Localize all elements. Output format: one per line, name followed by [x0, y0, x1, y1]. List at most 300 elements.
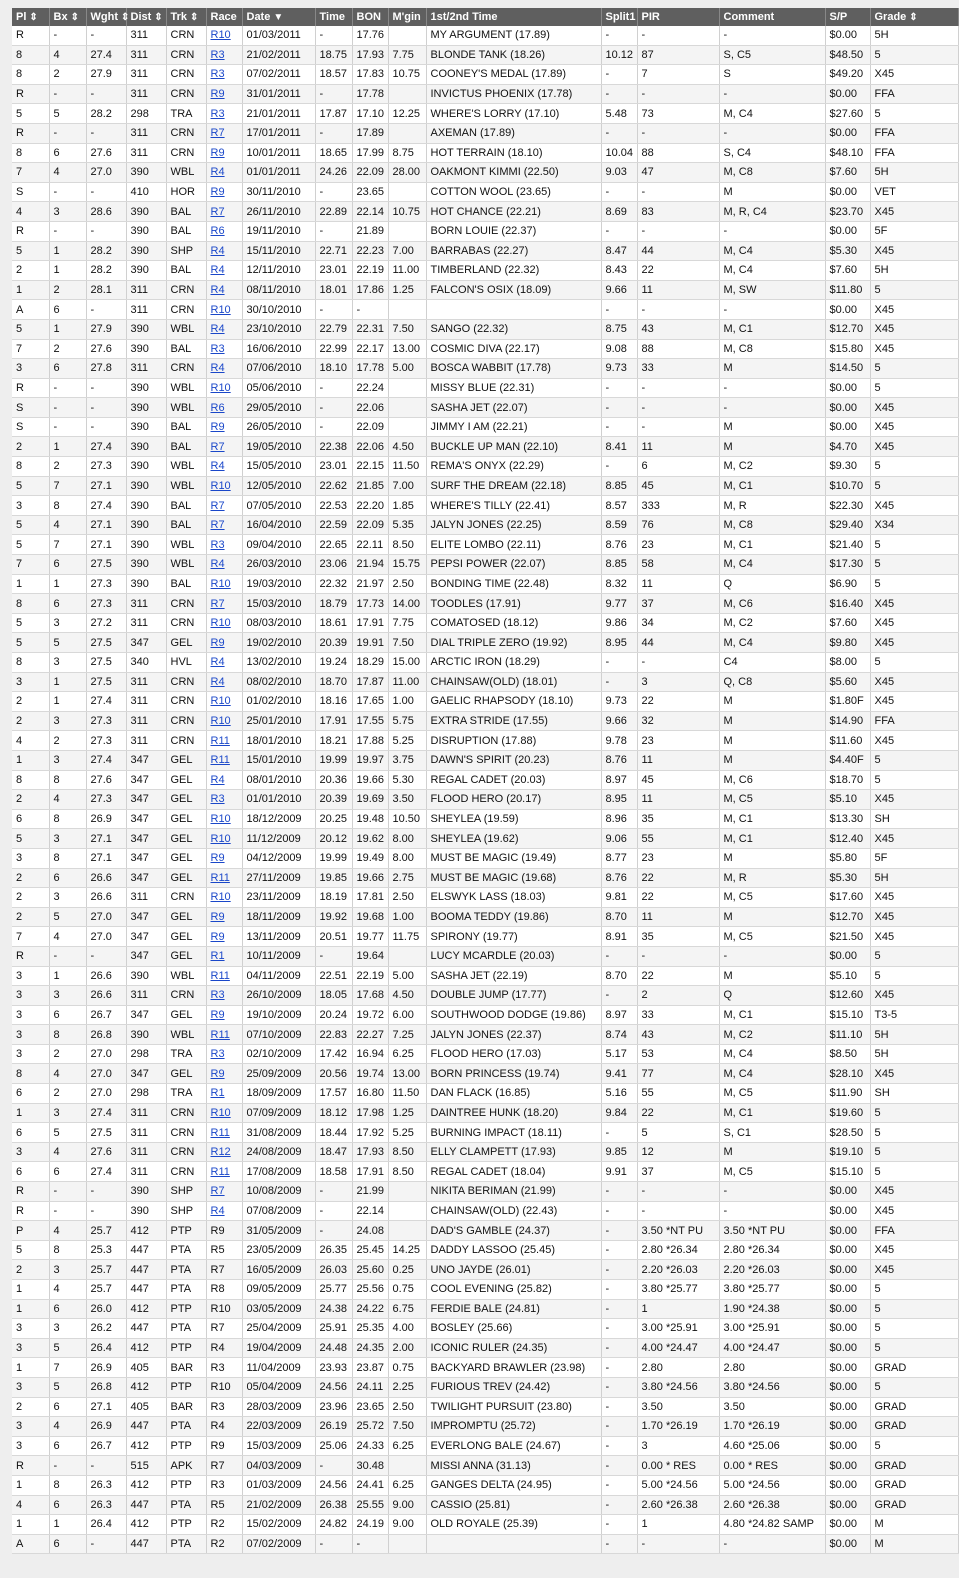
cell-grade: X45: [870, 731, 958, 751]
race-link[interactable]: R10: [210, 479, 231, 492]
cell-dist: 390: [126, 339, 166, 359]
cell-date: 23/11/2009: [242, 888, 315, 908]
cell-race: [206, 848, 242, 868]
cell-race: [206, 1044, 242, 1064]
cell-wght: -: [86, 378, 126, 398]
race-link[interactable]: R3: [210, 68, 225, 81]
cell-mgin: 8.50: [388, 1162, 426, 1182]
race-link[interactable]: R4: [210, 558, 225, 571]
cell-pir: 55: [637, 1084, 719, 1104]
cell-wght: -: [86, 182, 126, 202]
cell-split1: 9.78: [601, 731, 637, 751]
cell-mgin: 5.00: [388, 359, 426, 379]
cell-pl: 3: [12, 1319, 49, 1339]
column-header-dist[interactable]: [126, 8, 166, 26]
cell-dist: 390: [126, 1025, 166, 1045]
cell-bx: 6: [49, 143, 86, 163]
cell-pir: 1.70 *26.19: [637, 1417, 719, 1437]
cell-bx: 5: [49, 907, 86, 927]
column-header-wght[interactable]: [86, 8, 130, 26]
cell-date: 22/03/2009: [242, 1417, 315, 1437]
cell-mgin: [388, 398, 426, 418]
race-link[interactable]: R11: [210, 734, 230, 747]
race-link[interactable]: R11: [210, 871, 230, 884]
cell-split1: 8.96: [601, 809, 637, 829]
cell-pir: -: [637, 1534, 719, 1554]
race-link[interactable]: R9: [210, 852, 225, 865]
race-link[interactable]: R3: [210, 107, 225, 120]
race-link[interactable]: R11: [210, 1028, 230, 1041]
cell-grade: 5H: [870, 26, 958, 45]
cell-comment: M, C4: [719, 555, 825, 575]
cell-grade: X45: [870, 1201, 958, 1221]
cell-comment: S, C4: [719, 143, 825, 163]
cell-pl: P: [12, 1221, 49, 1241]
cell-first-second: GAELIC RHAPSODY (18.10): [426, 692, 601, 712]
cell-split1: 8.95: [601, 790, 637, 810]
cell-date: 03/05/2009: [242, 1299, 315, 1319]
cell-wght: 26.9: [86, 1417, 126, 1437]
sort-toggle-icon: ⇕: [29, 12, 38, 23]
cell-pir: 22: [637, 868, 719, 888]
race-link[interactable]: R6: [210, 225, 225, 238]
cell-split1: 9.66: [601, 280, 637, 300]
race-link[interactable]: R9: [210, 930, 225, 943]
race-link[interactable]: R9: [210, 88, 225, 101]
cell-date: 18/01/2010: [242, 731, 315, 751]
cell-wght: 26.3: [86, 1475, 126, 1495]
table-row: [12, 1084, 958, 1104]
cell-race: [206, 476, 242, 496]
table-row: [12, 398, 958, 418]
cell-split1: -: [601, 1319, 637, 1339]
cell-pl: 5: [12, 535, 49, 555]
cell-bx: -: [49, 378, 86, 398]
race-link[interactable]: R7: [210, 205, 225, 218]
cell-wght: 28.2: [86, 104, 126, 124]
cell-dist: 515: [126, 1456, 166, 1476]
cell-comment: -: [719, 84, 825, 104]
cell-trk: BAL: [166, 202, 206, 222]
table-row: [12, 45, 958, 65]
cell-sp: $1.80F: [825, 692, 870, 712]
race-link[interactable]: R4: [210, 773, 225, 786]
table-row: [12, 868, 958, 888]
race-link[interactable]: R7: [210, 440, 225, 453]
column-header-pir[interactable]: [637, 8, 719, 26]
cell-comment: 3.80 *24.56: [719, 1377, 825, 1397]
cell-grade: X45: [870, 613, 958, 633]
table-row: [12, 1201, 958, 1221]
race-link[interactable]: R3: [210, 48, 225, 61]
table-row: [12, 417, 958, 437]
cell-race: [206, 417, 242, 437]
column-header-label: Split1: [605, 11, 636, 23]
cell-pl: 1: [12, 1103, 49, 1123]
cell-pl: 1: [12, 1299, 49, 1319]
cell-first-second: MY ARGUMENT (17.89): [426, 26, 601, 45]
cell-mgin: 2.75: [388, 868, 426, 888]
cell-trk: CRN: [166, 300, 206, 320]
cell-race: [206, 731, 242, 751]
cell-pir: 55: [637, 829, 719, 849]
cell-split1: -: [601, 123, 637, 143]
cell-split1: 5.16: [601, 1084, 637, 1104]
race-link[interactable]: R4: [210, 244, 225, 257]
race-link[interactable]: R7: [210, 519, 225, 532]
cell-race: [206, 339, 242, 359]
cell-wght: 27.3: [86, 574, 126, 594]
cell-comment: S, C1: [719, 1123, 825, 1143]
cell-bon: -: [352, 1534, 388, 1554]
cell-grade: X45: [870, 1064, 958, 1084]
cell-mgin: 5.75: [388, 711, 426, 731]
cell-pl: 5: [12, 1240, 49, 1260]
cell-time: 18.01: [315, 280, 352, 300]
cell-sp: $18.70: [825, 770, 870, 790]
race-link[interactable]: R9: [210, 146, 225, 159]
cell-comment: M: [719, 417, 825, 437]
column-header-mgin[interactable]: [388, 8, 426, 26]
race-link[interactable]: R3: [210, 793, 225, 806]
cell-first-second: MUST BE MAGIC (19.68): [426, 868, 601, 888]
race-link[interactable]: R9: [210, 1067, 225, 1080]
cell-comment: M: [719, 359, 825, 379]
cell-race: R4: [206, 1338, 242, 1358]
column-header-split1[interactable]: [601, 8, 637, 26]
race-link[interactable]: R10: [210, 695, 231, 708]
cell-split1: 10.04: [601, 143, 637, 163]
cell-pl: S: [12, 398, 49, 418]
cell-mgin: 28.00: [388, 163, 426, 183]
table-row: [12, 319, 958, 339]
cell-mgin: 7.75: [388, 613, 426, 633]
cell-pl: R: [12, 26, 49, 45]
cell-sp: $0.00: [825, 1338, 870, 1358]
cell-wght: -: [86, 123, 126, 143]
column-header-comment[interactable]: [719, 8, 825, 26]
column-header-bx[interactable]: [49, 8, 86, 26]
cell-pir: 11: [637, 574, 719, 594]
cell-bx: 6: [49, 555, 86, 575]
column-header-label: PIR: [641, 11, 660, 23]
cell-date: 09/04/2010: [242, 535, 315, 555]
race-link[interactable]: R6: [210, 401, 225, 414]
column-header-label: Pl: [16, 11, 27, 23]
race-link[interactable]: R11: [210, 1126, 230, 1139]
cell-split1: 8.95: [601, 633, 637, 653]
cell-bon: 17.88: [352, 731, 388, 751]
cell-bx: 6: [49, 1436, 86, 1456]
race-link[interactable]: R7: [210, 1185, 225, 1198]
cell-dist: 447: [126, 1240, 166, 1260]
cell-split1: -: [601, 1358, 637, 1378]
cell-wght: 27.9: [86, 65, 126, 85]
cell-mgin: 2.50: [388, 574, 426, 594]
cell-trk: BAL: [166, 221, 206, 241]
race-link[interactable]: R10: [210, 715, 231, 728]
cell-pir: 2.60 *26.38: [637, 1495, 719, 1515]
race-link[interactable]: R9: [210, 186, 225, 199]
race-link[interactable]: R4: [210, 675, 225, 688]
cell-pl: R: [12, 84, 49, 104]
cell-comment: M, C1: [719, 1005, 825, 1025]
cell-grade: VET: [870, 182, 958, 202]
cell-pir: 7: [637, 65, 719, 85]
cell-date: 19/05/2010: [242, 437, 315, 457]
cell-sp: $5.60: [825, 672, 870, 692]
cell-wght: 26.6: [86, 868, 126, 888]
race-link[interactable]: R10: [210, 577, 231, 590]
cell-bx: 1: [49, 1515, 86, 1535]
cell-pir: 37: [637, 1162, 719, 1182]
cell-split1: -: [601, 1240, 637, 1260]
cell-wght: 26.0: [86, 1299, 126, 1319]
cell-pir: 11: [637, 437, 719, 457]
cell-trk: WBL: [166, 319, 206, 339]
cell-grade: 5: [870, 1299, 958, 1319]
race-link[interactable]: R3: [210, 342, 225, 355]
cell-dist: 311: [126, 594, 166, 614]
cell-bon: 19.48: [352, 809, 388, 829]
race-link[interactable]: R7: [210, 597, 225, 610]
table-row: [12, 1044, 958, 1064]
race-link[interactable]: R1: [210, 1087, 225, 1100]
cell-time: 17.91: [315, 711, 352, 731]
cell-sp: $0.00: [825, 1280, 870, 1300]
race-link[interactable]: R3: [210, 989, 225, 1002]
cell-mgin: 7.00: [388, 476, 426, 496]
cell-dist: 390: [126, 163, 166, 183]
race-link[interactable]: R9: [210, 1008, 225, 1021]
race-link[interactable]: R7: [210, 127, 225, 140]
race-link[interactable]: R10: [210, 29, 231, 42]
cell-date: 15/03/2009: [242, 1436, 315, 1456]
cell-time: 19.24: [315, 653, 352, 673]
cell-first-second: COOL EVENING (25.82): [426, 1280, 601, 1300]
cell-wght: 27.8: [86, 359, 126, 379]
cell-bx: 4: [49, 1064, 86, 1084]
cell-dist: 447: [126, 1260, 166, 1280]
race-link[interactable]: R4: [210, 1204, 225, 1217]
race-link[interactable]: R7: [210, 499, 225, 512]
cell-sp: $8.00: [825, 653, 870, 673]
race-link[interactable]: R4: [210, 362, 225, 375]
race-link[interactable]: R4: [210, 166, 225, 179]
cell-pir: 76: [637, 515, 719, 535]
race-link[interactable]: R4: [210, 323, 225, 336]
cell-bx: 6: [49, 1005, 86, 1025]
cell-bx: 7: [49, 535, 86, 555]
cell-first-second: BUCKLE UP MAN (22.10): [426, 437, 601, 457]
race-link[interactable]: R10: [210, 813, 231, 826]
cell-sp: $15.80: [825, 339, 870, 359]
table-row: [12, 1103, 958, 1123]
cell-mgin: [388, 123, 426, 143]
cell-bon: 22.15: [352, 457, 388, 477]
race-link[interactable]: R11: [210, 969, 230, 982]
cell-trk: WBL: [166, 966, 206, 986]
cell-bx: 6: [49, 1299, 86, 1319]
column-header-label: Grade: [874, 11, 907, 23]
sort-toggle-icon: ⇕: [120, 12, 130, 23]
table-row: [12, 1358, 958, 1378]
cell-split1: -: [601, 1280, 637, 1300]
race-link[interactable]: R9: [210, 421, 225, 434]
cell-mgin: [388, 300, 426, 320]
race-link[interactable]: R11: [210, 1165, 230, 1178]
cell-sp: $0.00: [825, 26, 870, 45]
cell-sp: $0.00: [825, 1475, 870, 1495]
cell-grade: SH: [870, 809, 958, 829]
race-link[interactable]: R4: [210, 284, 225, 297]
cell-race: [206, 574, 242, 594]
cell-date: 10/08/2009: [242, 1182, 315, 1202]
cell-first-second: ELLY CLAMPETT (17.93): [426, 1142, 601, 1162]
cell-bon: 22.24: [352, 378, 388, 398]
cell-time: -: [315, 182, 352, 202]
cell-grade: 5: [870, 1338, 958, 1358]
cell-race: [206, 1084, 242, 1104]
cell-bx: 3: [49, 613, 86, 633]
column-header-trk[interactable]: [166, 8, 206, 26]
cell-time: 18.65: [315, 143, 352, 163]
cell-pl: R: [12, 221, 49, 241]
column-header-bon[interactable]: [352, 8, 388, 26]
cell-grade: T3-5: [870, 1005, 958, 1025]
cell-grade: 5: [870, 1123, 958, 1143]
cell-comment: M, C1: [719, 829, 825, 849]
cell-pl: 1: [12, 1475, 49, 1495]
column-header-first-second[interactable]: [426, 8, 601, 26]
cell-time: -: [315, 1456, 352, 1476]
race-link[interactable]: R10: [210, 832, 231, 845]
cell-race: [206, 261, 242, 281]
cell-bon: 16.80: [352, 1084, 388, 1104]
cell-dist: 347: [126, 848, 166, 868]
cell-date: 26/05/2010: [242, 417, 315, 437]
cell-comment: 0.00 * RES: [719, 1456, 825, 1476]
table-row: [12, 966, 958, 986]
race-link[interactable]: R10: [210, 381, 231, 394]
cell-split1: 8.70: [601, 907, 637, 927]
cell-split1: -: [601, 1436, 637, 1456]
cell-bon: 19.49: [352, 848, 388, 868]
cell-pir: 22: [637, 261, 719, 281]
cell-split1: -: [601, 1221, 637, 1241]
column-header-label: Bx: [53, 11, 68, 23]
cell-split1: -: [601, 1260, 637, 1280]
race-link[interactable]: R10: [210, 617, 231, 630]
cell-pl: 8: [12, 770, 49, 790]
cell-pl: 1: [12, 280, 49, 300]
table-body: [12, 26, 958, 1554]
cell-grade: GRAD: [870, 1358, 958, 1378]
cell-comment: M, C2: [719, 613, 825, 633]
cell-bx: 6: [49, 868, 86, 888]
cell-bon: 24.11: [352, 1377, 388, 1397]
race-link[interactable]: R4: [210, 460, 225, 473]
race-link[interactable]: R10: [210, 891, 231, 904]
cell-pir: 32: [637, 711, 719, 731]
cell-trk: APK: [166, 1456, 206, 1476]
cell-sp: $0.00: [825, 182, 870, 202]
cell-bx: 3: [49, 986, 86, 1006]
cell-date: 02/10/2009: [242, 1044, 315, 1064]
cell-grade: 5: [870, 476, 958, 496]
cell-race: [206, 437, 242, 457]
cell-trk: WBL: [166, 163, 206, 183]
race-link[interactable]: R12: [210, 1146, 231, 1159]
cell-time: 22.62: [315, 476, 352, 496]
cell-split1: -: [601, 1417, 637, 1437]
cell-trk: CRN: [166, 65, 206, 85]
race-link[interactable]: R4: [210, 656, 225, 669]
table-row: [12, 927, 958, 947]
cell-wght: 28.1: [86, 280, 126, 300]
column-header-label: Comment: [723, 11, 775, 23]
race-link[interactable]: R1: [210, 950, 225, 963]
cell-sp: $0.00: [825, 1182, 870, 1202]
race-link[interactable]: R3: [210, 1048, 225, 1061]
cell-time: 18.75: [315, 45, 352, 65]
race-link[interactable]: R10: [210, 1106, 231, 1119]
column-header-sp[interactable]: [825, 8, 870, 26]
cell-bon: 17.86: [352, 280, 388, 300]
cell-grade: 5: [870, 946, 958, 966]
cell-date: 16/06/2010: [242, 339, 315, 359]
cell-date: 19/02/2010: [242, 633, 315, 653]
cell-pl: 5: [12, 319, 49, 339]
cell-trk: CRN: [166, 711, 206, 731]
race-link[interactable]: R9: [210, 911, 225, 924]
cell-trk: GEL: [166, 907, 206, 927]
cell-grade: FFA: [870, 711, 958, 731]
cell-mgin: 3.50: [388, 790, 426, 810]
cell-race: [206, 966, 242, 986]
cell-first-second: AXEMAN (17.89): [426, 123, 601, 143]
race-link[interactable]: R3: [210, 538, 225, 551]
cell-date: 13/02/2010: [242, 653, 315, 673]
cell-dist: 311: [126, 45, 166, 65]
cell-date: 04/11/2009: [242, 966, 315, 986]
column-header-time[interactable]: [315, 8, 352, 26]
race-link[interactable]: R11: [210, 754, 230, 767]
column-header-pl[interactable]: [12, 8, 49, 26]
cell-dist: 311: [126, 1162, 166, 1182]
cell-split1: -: [601, 417, 637, 437]
race-link[interactable]: R10: [210, 303, 231, 316]
column-header-grade[interactable]: [870, 8, 958, 26]
column-header-race[interactable]: [206, 8, 242, 26]
cell-bx: 1: [49, 241, 86, 261]
cell-sp: $5.10: [825, 966, 870, 986]
race-link[interactable]: R4: [210, 264, 225, 277]
cell-pir: 3.50 *NT PU: [637, 1221, 719, 1241]
cell-race: [206, 868, 242, 888]
cell-bx: -: [49, 182, 86, 202]
cell-bon: 24.35: [352, 1338, 388, 1358]
cell-bx: -: [49, 123, 86, 143]
cell-sp: $15.10: [825, 1005, 870, 1025]
cell-race: [206, 241, 242, 261]
cell-sp: $5.10: [825, 790, 870, 810]
table-row: [12, 280, 958, 300]
race-link[interactable]: R9: [210, 636, 225, 649]
column-header-date[interactable]: [242, 8, 315, 26]
cell-pir: 22: [637, 966, 719, 986]
cell-pl: 8: [12, 457, 49, 477]
